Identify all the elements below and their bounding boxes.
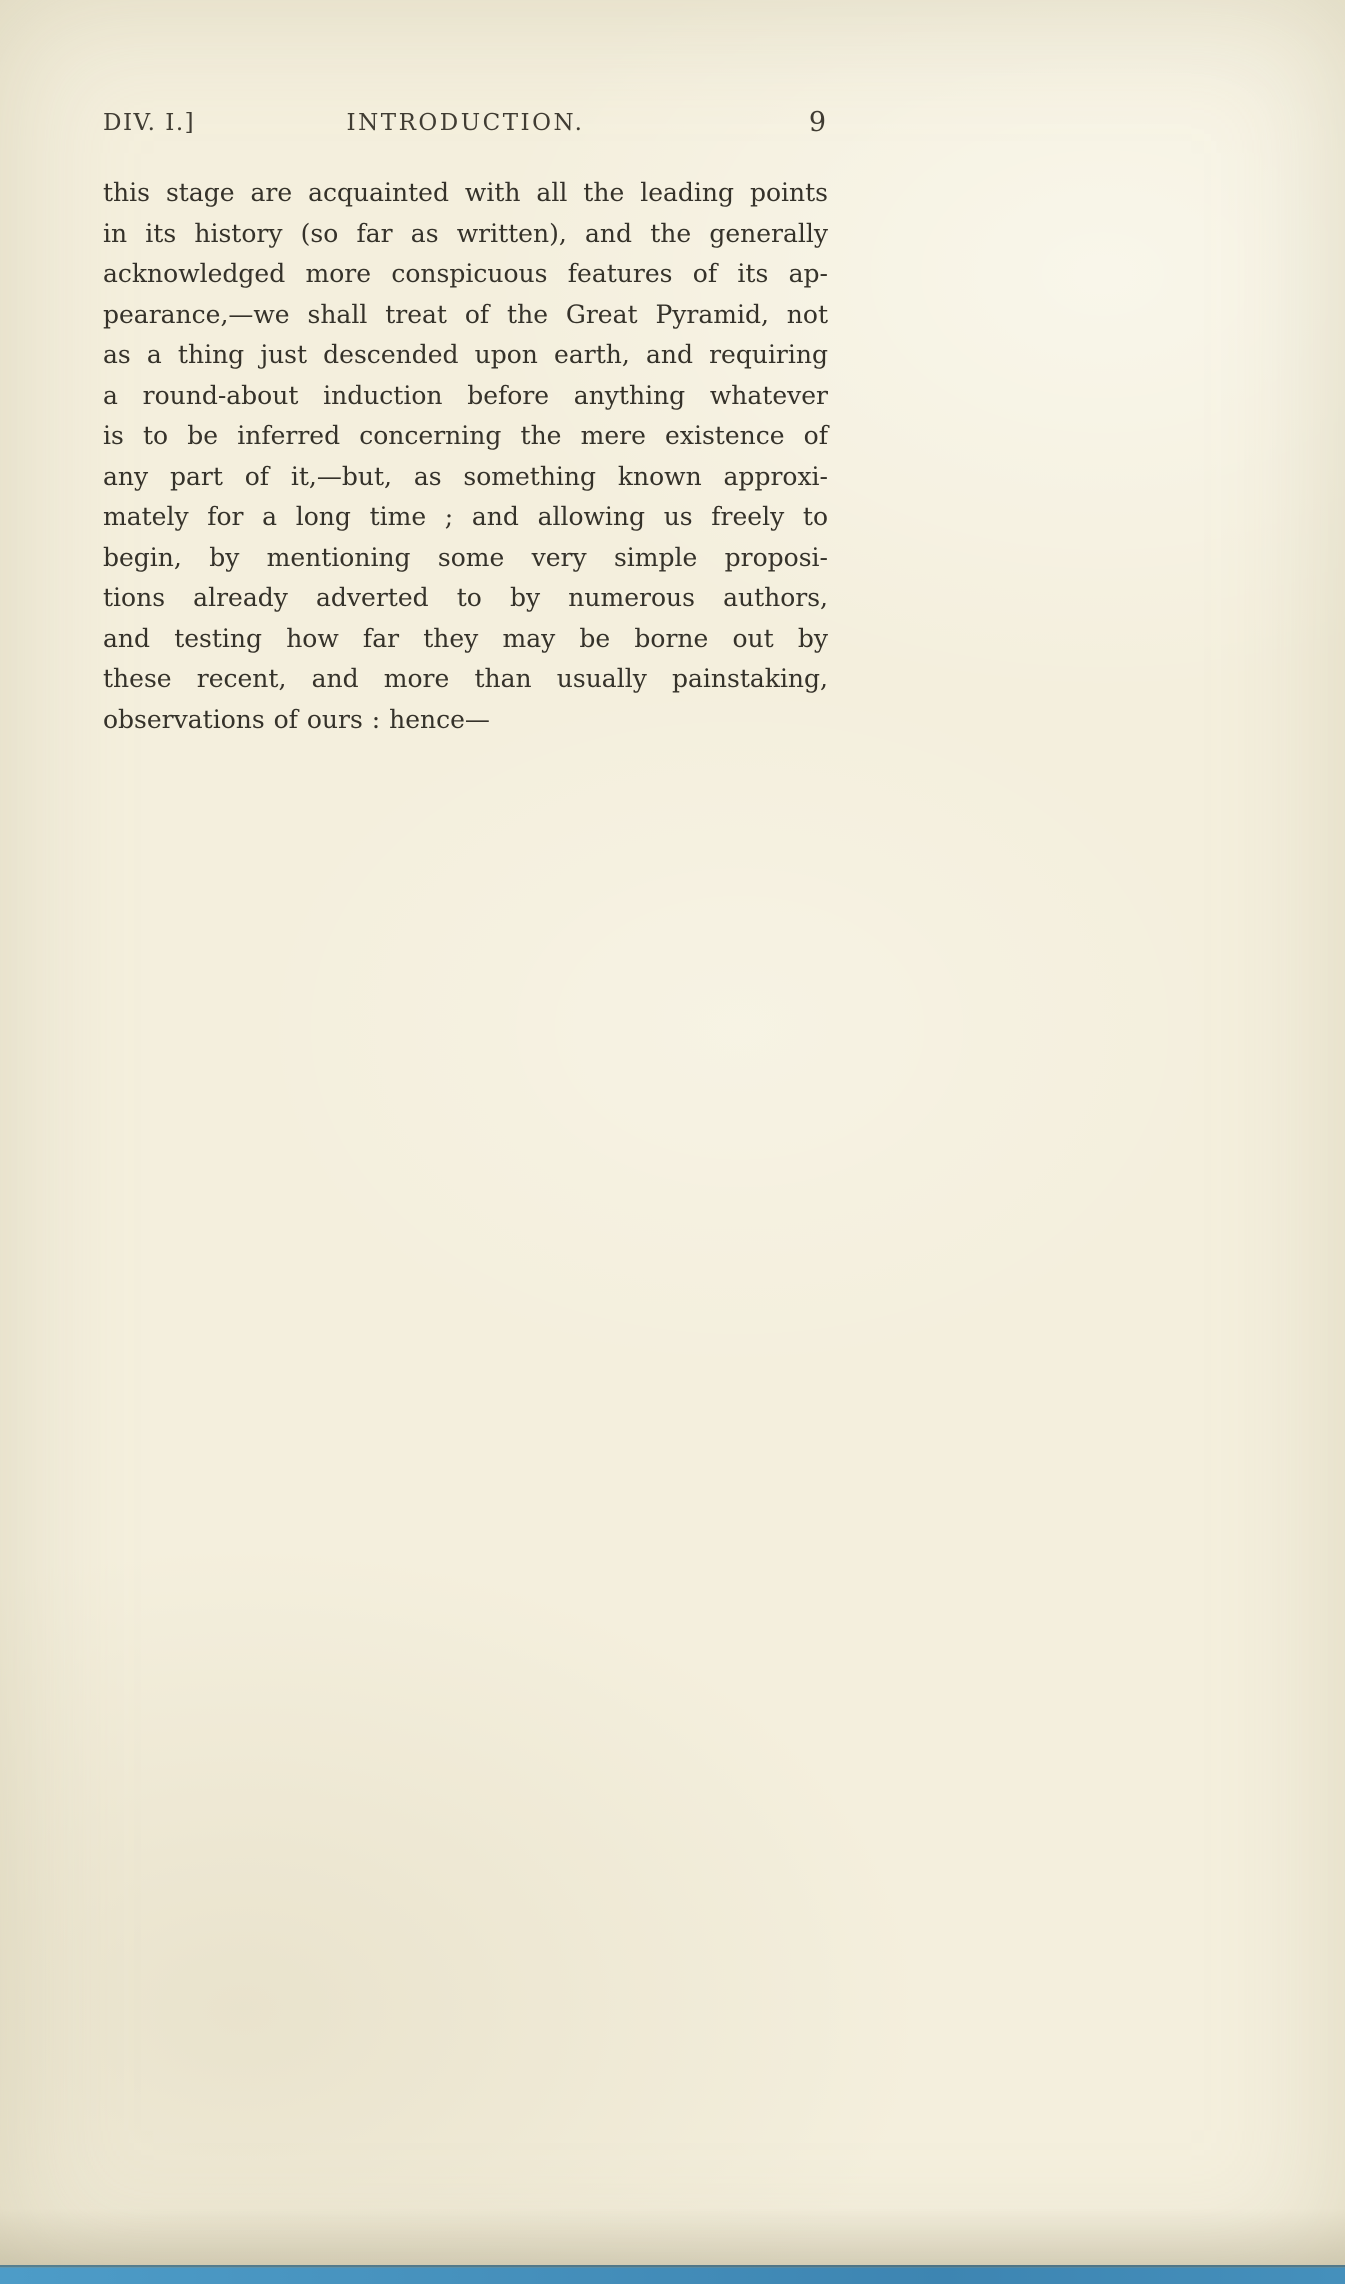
body-text-line: observations of ours : hence— xyxy=(103,704,490,734)
paragraph xyxy=(103,173,828,740)
body-text-line: this stage are acquainted with all the leading points xyxy=(103,178,828,207)
body-text-line: is to be inferred concerning the mere existence of xyxy=(103,421,828,450)
page-header xyxy=(103,106,828,146)
body-text-line: as a thing just descended upon earth, and requiring xyxy=(103,340,828,369)
body-text-line: mately for a long time ; and allowing us freely to xyxy=(103,502,828,531)
page-number: 9 xyxy=(808,107,826,138)
body-text-line: tions already adverted to by numerous authors, xyxy=(103,583,828,612)
body-text-line: and testing how far they may be borne out by xyxy=(103,623,828,653)
scanner-bed-strip xyxy=(0,2265,1345,2284)
body-text-line: in its history (so far as written), and the generally xyxy=(103,218,828,248)
body-text-line: pearance,—we shall treat of the Great Pyramid, not xyxy=(103,299,828,329)
running-title: INTRODUCTION. xyxy=(346,110,585,136)
division-label: DIV. I.] xyxy=(103,110,196,136)
body-text-line: these recent, and more than usually painstaking, xyxy=(103,664,828,693)
body-text-line: begin, by mentioning some very simple proposi- xyxy=(103,542,828,572)
body-text-line: any part of it,—but, as something known approxi- xyxy=(103,461,828,491)
body-text-line: a round-about induction before anything whatever xyxy=(103,380,828,410)
body-text-line: acknowledged more conspicuous features of its ap- xyxy=(103,259,828,288)
